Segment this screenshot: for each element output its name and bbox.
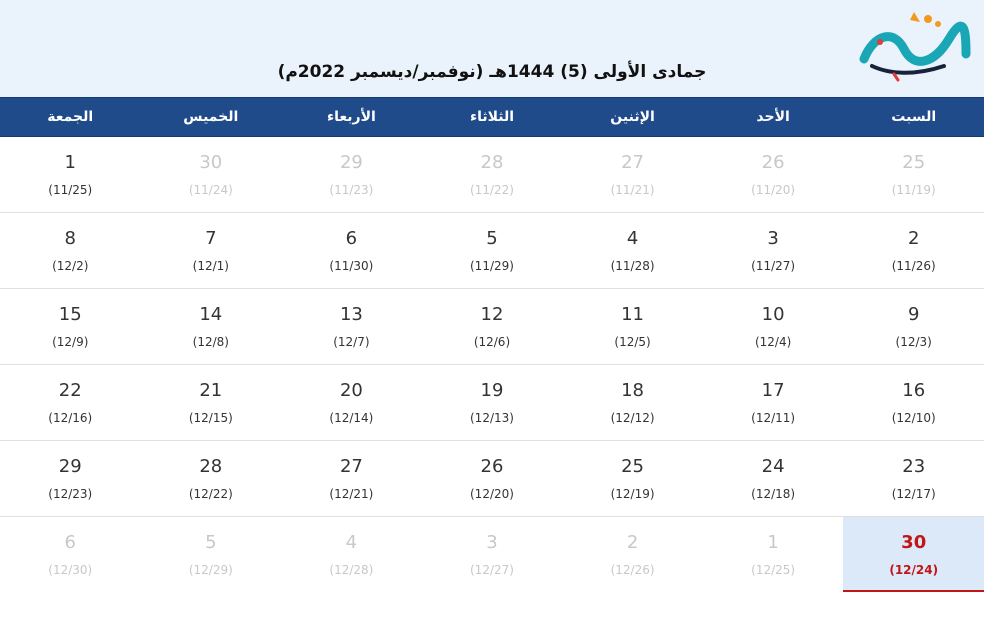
gregorian-date: (12/30) bbox=[48, 563, 93, 577]
hijri-day-number: 2 bbox=[907, 228, 920, 249]
hijri-day-number: 30 bbox=[901, 532, 927, 553]
gregorian-date: (12/25) bbox=[751, 563, 796, 577]
gregorian-date: (11/30) bbox=[329, 259, 374, 273]
gregorian-date: (11/26) bbox=[891, 259, 936, 273]
calendar-week-row bbox=[0, 289, 984, 365]
gregorian-date: (12/26) bbox=[610, 563, 655, 577]
hijri-day-number: 26 bbox=[761, 152, 785, 173]
calendar-day-cell[interactable] bbox=[141, 289, 282, 364]
calendar-day-cell[interactable] bbox=[281, 213, 422, 288]
calendar-day-cell[interactable] bbox=[703, 137, 844, 212]
calendar-day-cell[interactable] bbox=[703, 289, 844, 364]
gregorian-date: (12/29) bbox=[188, 563, 233, 577]
calendar-day-cell[interactable] bbox=[562, 441, 703, 516]
hijri-day-number: 26 bbox=[480, 456, 504, 477]
hijri-day-number: 1 bbox=[64, 152, 76, 173]
hijri-day-number: 6 bbox=[64, 532, 76, 553]
gregorian-date: (12/4) bbox=[754, 335, 792, 349]
calendar-day-cell[interactable] bbox=[281, 289, 422, 364]
gregorian-date: (11/24) bbox=[188, 183, 233, 197]
calendar-week-row bbox=[0, 517, 984, 592]
gregorian-date: (11/20) bbox=[751, 183, 796, 197]
calendar-day-cell[interactable] bbox=[0, 289, 141, 364]
gregorian-date: (12/19) bbox=[610, 487, 655, 501]
hijri-day-number: 2 bbox=[626, 532, 639, 553]
hijri-day-number: 15 bbox=[58, 304, 82, 325]
hijri-day-number: 18 bbox=[621, 380, 644, 401]
weekday-label: السبت bbox=[891, 109, 937, 125]
gregorian-date: (12/1) bbox=[192, 259, 229, 273]
calendar-day-cell[interactable] bbox=[422, 213, 563, 288]
calendar-day-cell[interactable] bbox=[843, 365, 984, 440]
calendar-day-cell[interactable] bbox=[703, 517, 844, 592]
calendar-day-cell[interactable] bbox=[703, 441, 844, 516]
hijri-day-number: 30 bbox=[199, 152, 223, 173]
calendar-day-cell[interactable] bbox=[843, 441, 984, 516]
calendar-day-cell[interactable] bbox=[0, 365, 141, 440]
gregorian-date: (12/24) bbox=[889, 563, 939, 577]
gregorian-date: (12/16) bbox=[48, 411, 93, 425]
weekday-label: الأحد bbox=[756, 109, 790, 125]
hijri-day-number: 12 bbox=[480, 304, 504, 325]
calendar-day-cell[interactable] bbox=[703, 213, 844, 288]
gregorian-date: (12/23) bbox=[48, 487, 93, 501]
calendar-day-cell[interactable] bbox=[281, 517, 422, 592]
hijri-day-number: 16 bbox=[902, 380, 926, 401]
page-title: جمادى الأولى (5) 1444هـ (نوفمبر/ديسمبر 2022م) bbox=[277, 62, 707, 82]
calendar-day-cell[interactable] bbox=[562, 365, 703, 440]
calendar-day-cell[interactable] bbox=[562, 213, 703, 288]
gregorian-date: (12/17) bbox=[891, 487, 936, 501]
weekday-label: الإثنين bbox=[610, 109, 655, 125]
calendar-day-cell[interactable] bbox=[422, 441, 563, 516]
hijri-day-number: 13 bbox=[339, 304, 363, 325]
hijri-day-number: 27 bbox=[621, 152, 644, 173]
weekday-header bbox=[0, 97, 984, 137]
calendar-day-cell[interactable] bbox=[843, 289, 984, 364]
hijri-day-number: 7 bbox=[205, 228, 217, 249]
gregorian-date: (12/2) bbox=[52, 259, 89, 273]
calendar-day-cell[interactable] bbox=[562, 137, 703, 212]
gregorian-date: (12/27) bbox=[470, 563, 514, 577]
gregorian-date: (12/12) bbox=[610, 411, 655, 425]
gregorian-date: (12/21) bbox=[329, 487, 374, 501]
calendar-day-cell[interactable] bbox=[0, 137, 141, 212]
hijri-day-number: 11 bbox=[621, 304, 644, 325]
hijri-day-number: 4 bbox=[626, 228, 639, 249]
hijri-day-number: 28 bbox=[480, 152, 504, 173]
calendar-day-cell[interactable] bbox=[141, 213, 282, 288]
hijri-day-number: 24 bbox=[761, 456, 785, 477]
gregorian-date: (11/22) bbox=[470, 183, 514, 197]
hijri-day-number: 29 bbox=[339, 152, 363, 173]
hijri-day-number: 19 bbox=[480, 380, 504, 401]
hijri-day-number: 14 bbox=[199, 304, 223, 325]
gregorian-date: (11/25) bbox=[48, 183, 93, 197]
hijri-day-number: 29 bbox=[58, 456, 82, 477]
calendar-day-cell[interactable] bbox=[281, 365, 422, 440]
calendar-day-cell[interactable] bbox=[141, 517, 282, 592]
gregorian-date: (12/18) bbox=[751, 487, 796, 501]
gregorian-date: (12/13) bbox=[470, 411, 514, 425]
gregorian-date: (12/3) bbox=[895, 335, 932, 349]
hijri-day-number: 25 bbox=[621, 456, 644, 477]
hijri-day-number: 23 bbox=[902, 456, 926, 477]
gregorian-date: (11/21) bbox=[610, 183, 655, 197]
hijri-day-number: 8 bbox=[64, 228, 76, 249]
page-header bbox=[0, 0, 984, 97]
calendar-day-cell[interactable] bbox=[141, 137, 282, 212]
hijri-day-number: 9 bbox=[907, 304, 920, 325]
calendar-grid bbox=[0, 137, 984, 592]
hijri-day-number: 22 bbox=[58, 380, 82, 401]
calendar-day-cell[interactable] bbox=[141, 365, 282, 440]
gregorian-date: (11/27) bbox=[751, 259, 796, 273]
calendar-day-cell[interactable] bbox=[281, 441, 422, 516]
hijri-day-number: 6 bbox=[345, 228, 358, 249]
weekday-label: الأربعاء bbox=[326, 109, 376, 125]
hijri-day-number: 25 bbox=[902, 152, 926, 173]
calendar-week-row bbox=[0, 137, 984, 213]
calendar-day-cell[interactable] bbox=[422, 517, 563, 592]
gregorian-date: (11/28) bbox=[610, 259, 655, 273]
hijri-day-number: 21 bbox=[199, 380, 223, 401]
calendar-day-cell[interactable] bbox=[281, 137, 422, 212]
hijri-day-number: 1 bbox=[767, 532, 779, 553]
gregorian-date: (12/5) bbox=[614, 335, 651, 349]
gregorian-date: (12/15) bbox=[188, 411, 233, 425]
weekday-label: الخميس bbox=[183, 109, 239, 125]
hijri-day-number: 3 bbox=[767, 228, 779, 249]
calendar-day-today[interactable] bbox=[843, 517, 984, 592]
calendar-day-cell[interactable] bbox=[562, 289, 703, 364]
gregorian-date: (11/19) bbox=[891, 183, 936, 197]
calendar-day-cell[interactable] bbox=[562, 517, 703, 592]
hijri-day-number: 5 bbox=[205, 532, 217, 553]
gregorian-date: (12/20) bbox=[470, 487, 514, 501]
gregorian-date: (12/10) bbox=[891, 411, 936, 425]
gregorian-date: (12/14) bbox=[329, 411, 374, 425]
hijri-day-number: 3 bbox=[486, 532, 498, 553]
gregorian-date: (12/9) bbox=[52, 335, 89, 349]
gregorian-date: (12/8) bbox=[192, 335, 229, 349]
calendar-week-row bbox=[0, 213, 984, 289]
calendar-week-row bbox=[0, 441, 984, 517]
gregorian-date: (12/22) bbox=[188, 487, 233, 501]
hijri-day-number: 4 bbox=[345, 532, 358, 553]
hijri-day-number: 5 bbox=[486, 228, 498, 249]
gregorian-date: (12/7) bbox=[333, 335, 370, 349]
calendar-day-cell[interactable] bbox=[0, 517, 141, 592]
hijri-day-number: 20 bbox=[339, 380, 363, 401]
hijri-day-number: 10 bbox=[761, 304, 785, 325]
calendar-day-cell[interactable] bbox=[0, 213, 141, 288]
gregorian-date: (12/11) bbox=[751, 411, 796, 425]
weekday-label: الجمعة bbox=[47, 109, 94, 125]
calendar-day-cell[interactable] bbox=[422, 137, 563, 212]
calendar-day-cell[interactable] bbox=[141, 441, 282, 516]
calendar-day-cell[interactable] bbox=[422, 365, 563, 440]
gregorian-date: (12/28) bbox=[329, 563, 374, 577]
hijri-day-number: 17 bbox=[761, 380, 785, 401]
calendar-week-row bbox=[0, 365, 984, 441]
calendar-day-cell[interactable] bbox=[422, 289, 563, 364]
weekday-label: الثلاثاء bbox=[469, 109, 515, 125]
calendar-day-cell[interactable] bbox=[0, 441, 141, 516]
calendar-day-cell[interactable] bbox=[703, 365, 844, 440]
gregorian-date: (11/29) bbox=[470, 259, 514, 273]
hijri-day-number: 27 bbox=[339, 456, 363, 477]
gregorian-date: (11/23) bbox=[329, 183, 374, 197]
hijri-day-number: 28 bbox=[199, 456, 223, 477]
calendar-day-cell[interactable] bbox=[843, 213, 984, 288]
calendar-day-cell[interactable] bbox=[843, 137, 984, 212]
gregorian-date: (12/6) bbox=[473, 335, 511, 349]
